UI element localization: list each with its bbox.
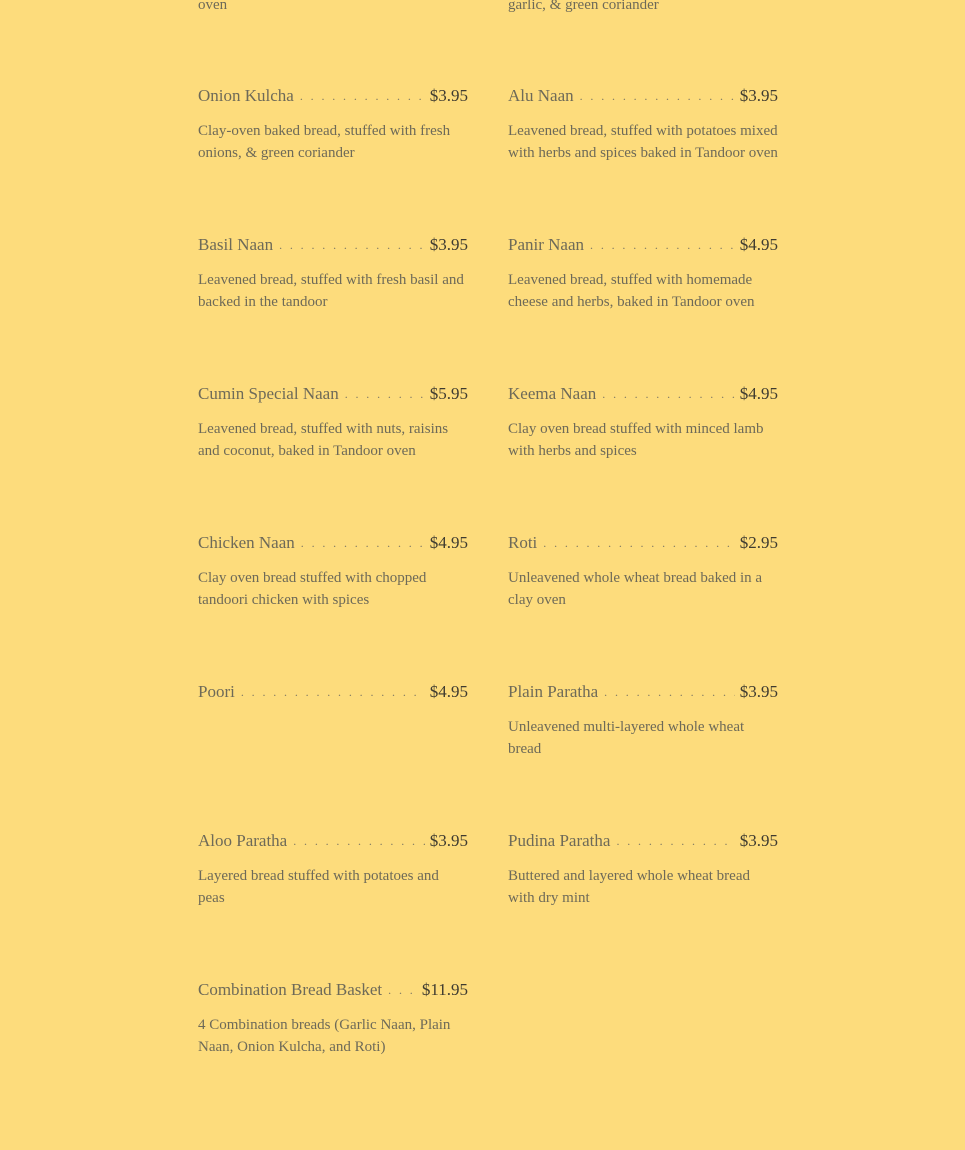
menu-item-aloo-paratha [198, 829, 468, 969]
menu-item-price: $3.95 [739, 86, 778, 105]
dot-leader [602, 382, 734, 406]
menu-item-combination-bread-basket [198, 978, 468, 1118]
menu-item-price: $4.95 [739, 384, 778, 403]
menu-item-plain-paratha [508, 680, 778, 820]
menu-item-price: $11.95 [421, 980, 468, 999]
dot-leader [300, 84, 425, 108]
dot-leader [301, 531, 425, 555]
menu-item-keema-naan [508, 382, 778, 522]
menu-item-description: Leavened bread, stuffed with potatoes mixed with herbs and spices baked in Tandoor oven [508, 123, 778, 161]
menu-item-description: Layered bread stuffed with potatoes and peas [198, 868, 439, 906]
menu-item-description: Unleavened multi-layered whole wheat bread [508, 719, 745, 757]
dot-leader [345, 382, 425, 406]
menu-item-description: Unleavened whole wheat bread baked in a clay oven [508, 570, 763, 608]
menu-item-price: $4.95 [429, 682, 468, 701]
menu-item-name: Cumin Special Naan [198, 384, 339, 403]
menu-item-basil-naan [198, 233, 468, 373]
menu-item-name: Onion Kulcha [198, 86, 294, 105]
dot-leader [279, 233, 425, 257]
menu-item-description: Clay-oven baked bread, stuffed with fresh onions, & green coriander [198, 123, 451, 161]
menu-item-price: $3.95 [739, 682, 778, 701]
menu-item-price: $3.95 [739, 831, 778, 850]
menu-item-description: Clay oven bread stuffed with chopped tandoori chicken with spices [198, 570, 427, 608]
menu-item-description: Leavened bread, stuffed with fresh basil and backed in the tandoor [198, 272, 464, 310]
menu-item-roti [508, 531, 778, 671]
menu-item-name: Panir Naan [508, 235, 585, 254]
menu-item-cumin-special-naan [198, 382, 468, 522]
menu-item-name: Pudina Paratha [508, 831, 611, 850]
menu-item-price: $3.95 [429, 86, 468, 105]
dot-leader [293, 829, 425, 853]
menu-item-name: Poori [198, 682, 235, 701]
menu-item-description: Buttered and layered whole wheat bread with dry mint [508, 868, 750, 906]
dot-leader [580, 84, 735, 108]
menu-item-name: Plain Paratha [508, 682, 599, 701]
dot-leader [616, 829, 734, 853]
previous-item-description-fragment: oven [198, 0, 228, 13]
menu-item-pudina-paratha [508, 829, 778, 969]
menu-item-name: Keema Naan [508, 384, 597, 403]
menu-item-description: 4 Combination breads (Garlic Naan, Plain Naan, Onion Kulcha, and Roti) [198, 1017, 451, 1055]
menu-item-description: Leavened bread, stuffed with nuts, raisins and coconut, baked in Tandoor oven [198, 421, 449, 459]
menu-item-chicken-naan [198, 531, 468, 671]
menu-item-name: Roti [508, 533, 538, 552]
previous-item-description-fragment: garlic, & green coriander [508, 0, 659, 13]
menu-item-price: $3.95 [429, 235, 468, 254]
menu-item-price: $4.95 [739, 235, 778, 254]
menu-item-price: $2.95 [739, 533, 778, 552]
menu-item-name: Chicken Naan [198, 533, 295, 552]
menu-item-description: Clay oven bread stuffed with minced lamb with herbs and spices [508, 421, 764, 459]
dot-leader [604, 680, 735, 704]
menu-item-name: Combination Bread Basket [198, 980, 383, 999]
menu-item-panir-naan [508, 233, 778, 373]
menu-item-poori [198, 680, 468, 820]
menu-item-alu-naan [508, 84, 778, 224]
menu-item-onion-kulcha [198, 84, 468, 224]
dot-leader [241, 680, 425, 704]
dot-leader [590, 233, 735, 257]
menu-item-price: $4.95 [429, 533, 468, 552]
menu-item-name: Alu Naan [508, 86, 574, 105]
menu-item-price: $3.95 [429, 831, 468, 850]
menu-item-price: $5.95 [429, 384, 468, 403]
menu-item-description: Leavened bread, stuffed with homemade cheese and herbs, baked in Tandoor oven [508, 272, 755, 310]
menu-item-name: Aloo Paratha [198, 831, 288, 850]
dot-leader [388, 978, 417, 1002]
menu-item-name: Basil Naan [198, 235, 274, 254]
dot-leader [543, 531, 734, 555]
